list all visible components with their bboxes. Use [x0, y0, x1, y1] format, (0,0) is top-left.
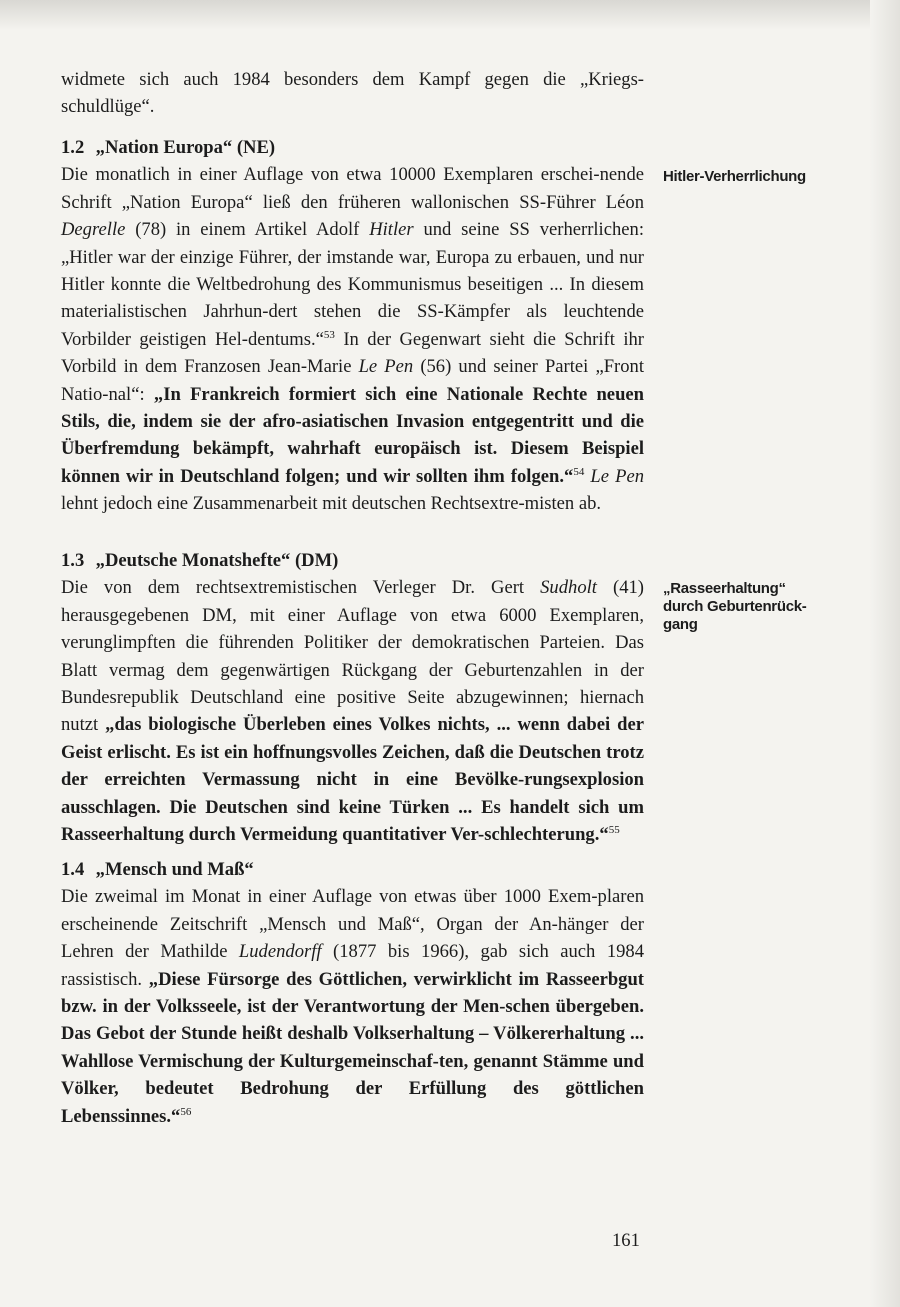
- section-body: [61, 574, 644, 848]
- quote-text: „das biologische Überleben eines Volkes nichts, ... wenn dabei der Geist erlischt. Es ist ein hoffnungsvolles Zeichen, daß die Deutschen trotz der erreichten Vermassung nicht in eine Bevölke-rungsexplosion ausschlagen. Die Deutschen sind keine Türken ... Es handelt sich um Rasseerhaltung durch Vermeidung quantitativer Ver-schlechterung.“: [61, 714, 644, 846]
- body-text: (78) in einem Artikel Adolf: [125, 219, 370, 241]
- scan-shadow-top: [0, 0, 900, 30]
- section-1-3: [61, 547, 644, 848]
- person-name: Le Pen: [358, 356, 414, 378]
- section-title: „Nation Europa“ (NE): [95, 137, 276, 158]
- section-number: 1.3: [61, 550, 85, 571]
- footnote-ref: 56: [180, 1105, 192, 1118]
- person-name: Degrelle: [61, 219, 126, 241]
- section-title: „Deutsche Monatshefte“ (DM): [95, 550, 339, 571]
- intro-block: [61, 66, 644, 121]
- footnote-ref: 54: [573, 465, 585, 478]
- footnote-ref: 53: [323, 328, 335, 341]
- body-text: und seine SS verherrlichen: „Hitler war der einzige Führer, der imstande war, Europa zu erbauen, und nur Hitler konnte die Weltbedrohung des Kommunismus beseitigen ... In diesem materialistischen Jahrhun-dert stehen die SS-Kämpfer als leuchtende Vorbilder geistigen Hel-dentums.“: [61, 219, 644, 350]
- body-text: (56) und seiner Partei „Front Natio-nal“:: [61, 356, 644, 405]
- section-heading: [61, 547, 644, 574]
- scan-shadow-right: [870, 0, 900, 1307]
- footnote-ref: 55: [608, 824, 620, 837]
- body-text: (1877 bis 1966), gab sich auch 1984 rassistisch.: [61, 941, 645, 990]
- body-text: (41) herausgegebenen DM, mit einer Auflage von etwa 6000 Exemplaren, verunglimpften die führenden Politiker der demokratischen Parteien. Das Blatt vermag dem gegenwärtigen Rückgang der Geburtenzahlen in der Bundesrepublik Deutschland eine positive Seite abzugewinnen; hiernach nutzt: [61, 577, 644, 736]
- body-text: Die monatlich in einer Auflage von etwa 10000 Exemplaren erschei-nende Schrift „Nation Europa“ ließ den früheren wallonischen SS-Führer Léon: [61, 164, 644, 213]
- section-body: [61, 883, 644, 1130]
- section-heading: [61, 134, 644, 161]
- quote-text: „Diese Fürsorge des Göttlichen, verwirklicht im Rasseerbgut bzw. in der Volksseele, ist der Verantwortung der Men-schen übergeben. Das Gebot der Stunde heißt deshalb Volkserhaltung – Völkererhaltung ... Wahllose Vermischung der Kulturgemeinschaf-ten, genannt Stämme und Völker, bedeutet Bedrohung der Erfüllung des göttlichen Lebenssinnes.“: [61, 968, 644, 1127]
- intro-text: widmete sich auch 1984 besonders dem Kampf gegen die „Kriegs-schuldlüge“.: [61, 69, 644, 118]
- margin-note: „Rasseerhaltung“ durch Geburtenrück-gang: [663, 580, 807, 633]
- person-name: Hitler: [369, 219, 414, 241]
- quote-text: „In Frankreich formiert sich eine Nationale Rechte neuen Stils, die, indem sie der afro-asiatischen Invasion entgegentritt und die Überfremdung bekämpft, wahrhaft europäisch ist. Diesem Beispiel können wir in Deutschland folgen; und wir sollten ihm folgen.“: [61, 383, 644, 487]
- section-title: „Mensch und Maß“: [95, 859, 254, 880]
- person-name: Le Pen: [590, 465, 644, 487]
- section-heading: [61, 856, 644, 883]
- section-number: 1.2: [61, 137, 85, 158]
- person-name: Ludendorff: [238, 941, 322, 963]
- margin-note: Hitler-Verherrlichung: [663, 168, 806, 185]
- body-text: Die von dem rechtsextremistischen Verleger Dr. Gert: [61, 577, 541, 599]
- body-text: lehnt jedoch eine Zusammenarbeit mit deutschen Rechtsextre-misten ab.: [61, 493, 602, 515]
- body-text: In der Gegenwart sieht die Schrift ihr Vorbild in dem Franzosen Jean-Marie: [61, 328, 644, 378]
- section-number: 1.4: [61, 859, 85, 880]
- body-text: Die zweimal im Monat in einer Auflage von etwas über 1000 Exem-plaren erscheinende Zeitschrift „Mensch und Maß“, Organ der An-hänger der Lehren der Mathilde: [61, 886, 644, 963]
- page-number: 161: [612, 1230, 640, 1251]
- section-1-4: [61, 856, 644, 1130]
- section-1-2: [61, 134, 644, 518]
- person-name: Sudholt: [540, 577, 597, 599]
- section-body: [61, 161, 644, 517]
